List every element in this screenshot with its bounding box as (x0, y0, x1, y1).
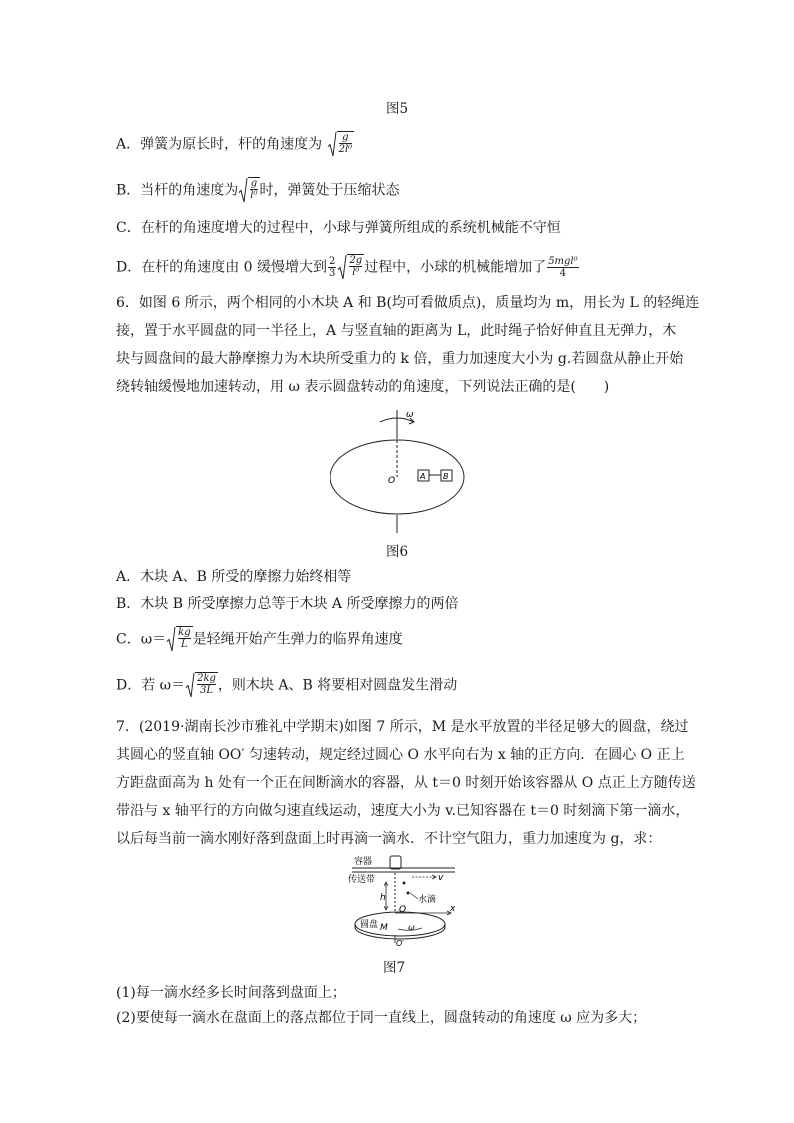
fig6-block-b-label: B (443, 472, 449, 481)
q7-stem-line-2: 其圆心的竖直轴 OO′ 匀速转动，规定经过圆心 O 水平向右为 x 轴的正方向．在圆心 O 正上 (116, 747, 685, 763)
fig7-m-label: M (380, 923, 388, 933)
q5-option-b-text: B．当杆的角速度为 (116, 182, 239, 199)
figure-6-caption: 图6 (386, 544, 409, 560)
figure-7-diagram (340, 855, 465, 947)
q6-stem-line-2: 接，置于水平圆盘的同一半径上，A 与竖直轴的距离为 L，此时绳子恰好伸直且无弹力，木 (116, 323, 677, 339)
q5-option-c: C．在杆的角速度增大的过程中，小球与弹簧所组成的系统机械能不守恒 (116, 220, 561, 236)
q6-option-d-sqrt (185, 672, 218, 699)
q6-option-c-sqrt (166, 626, 192, 653)
q5-option-a-sqrt (327, 131, 355, 158)
fig6-block-a-label: A (420, 472, 426, 481)
q6-option-a: A．木块 A、B 所受的摩擦力始终相等 (116, 569, 352, 585)
fig7-container-label: 容器 (354, 857, 373, 867)
water-drop-2 (407, 892, 410, 895)
q6-option-d (116, 672, 457, 699)
fig6-omega-label: ω (406, 410, 414, 420)
fig7-center-label: O (399, 905, 407, 915)
q5-option-d-answer-num: 5mgl⁰ (548, 256, 578, 267)
fig7-oprime-label: O′ (396, 939, 405, 947)
fig7-omega-label: ω (408, 923, 415, 932)
q5-option-b-sqrt (238, 177, 259, 204)
q6-option-d-den: 3L (200, 685, 214, 696)
q5-option-a-text: A．弹簧为原长时，杆的角速度为 (116, 136, 323, 153)
fig6-center-label: O (388, 476, 396, 486)
q5-option-b-num: g (250, 178, 258, 189)
q5-option-b (116, 177, 400, 204)
q5-option-d-mid: 过程中，小球的机械能增加了 (364, 259, 547, 276)
q5-option-d-frac-den: 3 (329, 268, 336, 279)
q6-stem-line-1: 6．如图 6 所示，两个相同的小木块 A 和 B(均可看做质点)，质量均为 m，用长为 L 的轻绳连 (116, 295, 700, 311)
q6-option-c-num: kg (178, 627, 191, 638)
q6-stem-line-3: 块与圆盘间的最大静摩擦力为木块所受重力的 k 倍，重力加速度大小为 g.若圆盘从静止开始 (116, 351, 684, 367)
q5-option-d-num: 2g (349, 255, 363, 266)
q5-option-a (116, 131, 354, 158)
water-pointer-line (410, 893, 418, 899)
q6-option-d-text: D．若 ω＝ (116, 677, 186, 694)
q6-stem-line-4: 绕转轴缓慢地加速转动，用 ω 表示圆盘转动的角速度，下列说法正确的是( ) (116, 379, 610, 395)
fig7-water-label: 水滴 (418, 895, 437, 905)
q6-option-d-post: ，则木块 A、B 将要相对圆盘发生滑动 (217, 677, 458, 694)
q5-option-b-post: 时，弹簧处于压缩状态 (259, 182, 400, 199)
q7-subquestion-2: (2)要使每一滴水在盘面上的落点都位于同一直线上，圆盘转动的角速度 ω 应为多大； (116, 1010, 647, 1026)
q5-option-d-sqrt (337, 254, 364, 281)
q5-option-d (116, 254, 580, 281)
q6-option-c-text: C．ω＝ (116, 631, 167, 648)
q6-option-d-num: 2kg (197, 673, 216, 684)
q5-option-d-frac-num: 2 (329, 256, 336, 267)
q7-stem-line-5: 以后每当前一滴水刚好落到盘面上时再滴一滴水．不计空气阻力，重力加速度为 g，求： (116, 831, 662, 847)
water-drop-1 (403, 882, 406, 885)
q5-option-b-den: l⁰ (250, 190, 258, 201)
q5-option-d-answer-den: 4 (559, 268, 567, 279)
q5-option-d-answer-fraction (547, 256, 578, 279)
q7-stem-line-3: 方距盘面高为 h 处有一个正在间断滴水的容器，从 t＝0 时刻开始该容器从 O 点正上方随传送 (116, 775, 696, 791)
figure-5-caption: 图5 (386, 101, 409, 117)
container-shape (390, 856, 401, 869)
q7-stem-line-4: 带沿与 x 轴平行的方向做匀速直线运动，速度大小为 v.已知容器在 t＝0 时刻滴下第一滴水， (116, 803, 690, 819)
q5-option-d-den: l⁰ (352, 267, 360, 278)
fig7-height-label: h (380, 893, 386, 903)
q6-option-b: B．木块 B 所受摩擦力总等于木块 A 所受摩擦力的两倍 (116, 596, 459, 612)
q5-option-a-den: 2l⁰ (338, 144, 353, 155)
q5-option-a-num: g (339, 132, 353, 144)
q6-option-c-den: L (181, 639, 188, 650)
q6-option-c-post: 是轻绳开始产生弹力的临界角速度 (192, 631, 403, 648)
figure-6-diagram (330, 405, 475, 535)
fig7-x-label: x (450, 904, 456, 914)
q7-subquestion-1: (1)每一滴水经多长时间落到盘面上； (116, 985, 346, 1001)
fig7-disk-label: 圆盘 (360, 920, 379, 930)
fig7-belt-label: 传送带 (348, 875, 376, 885)
q5-option-d-fraction (328, 256, 336, 279)
fig7-velocity-label: v (438, 873, 444, 883)
q6-option-c (116, 626, 403, 653)
figure-7-caption: 图7 (383, 960, 406, 976)
q5-option-d-text: D．在杆的角速度由 0 缓慢增大到 (116, 259, 328, 276)
q7-stem-line-1: 7．(2019·湖南长沙市雅礼中学期末)如图 7 所示，M 是水平放置的半径足够大的圆盘，绕过 (116, 719, 689, 735)
